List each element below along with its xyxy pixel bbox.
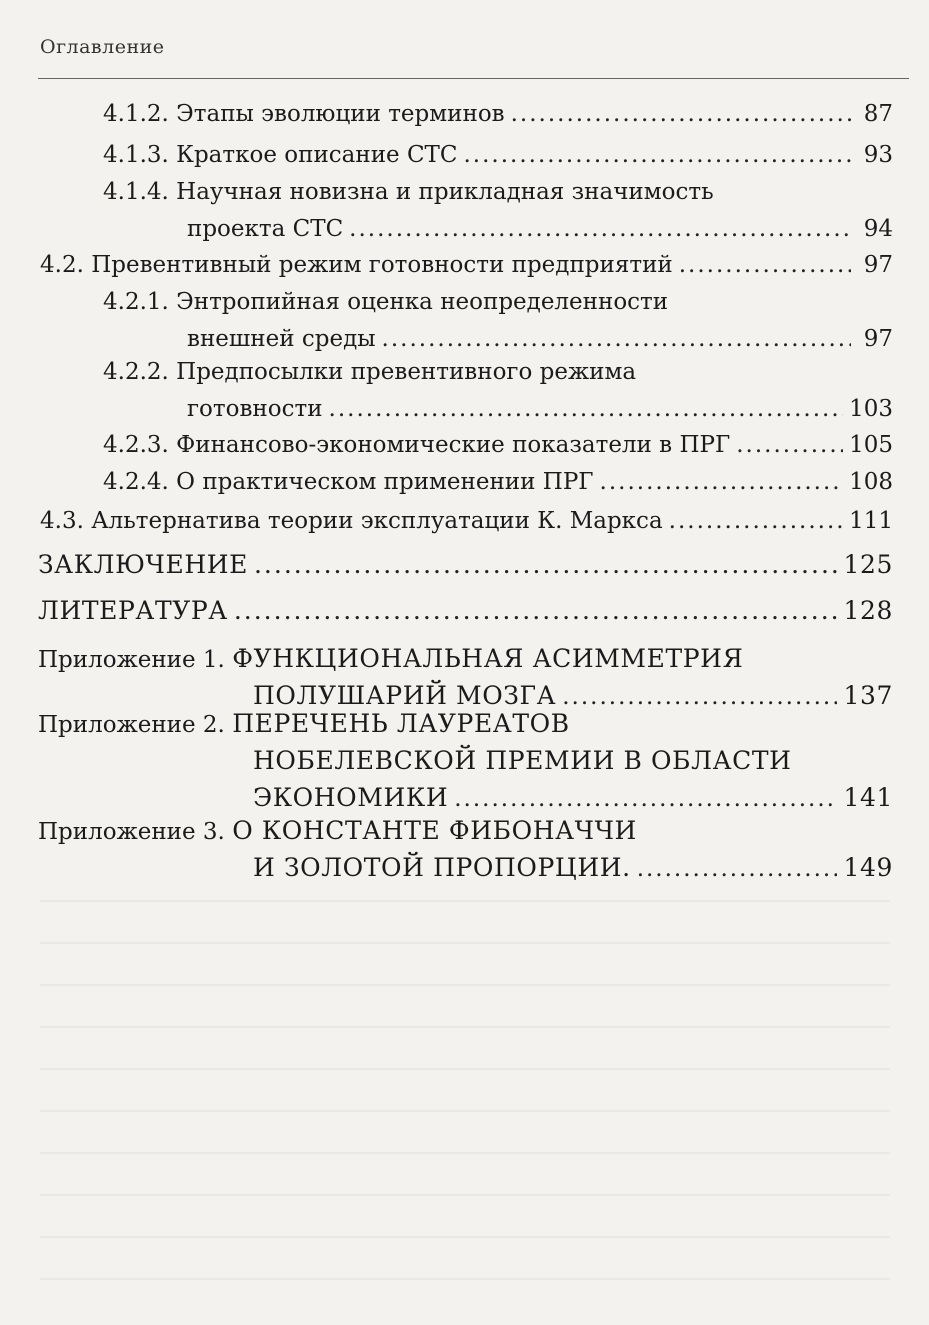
entry-page: 125 [843,550,893,579]
entry-page: 97 [863,252,893,278]
entry-title: ЛИТЕРАТУРА [38,596,228,625]
toc-entry[interactable] [103,284,893,358]
header-rule [38,78,909,79]
entry-page: 105 [849,432,893,458]
entry-title-continued: внешней среды [187,326,376,352]
toc-entry-appendix-1[interactable] [38,640,893,714]
entry-title: О КОНСТАНТЕ ФИБОНАЧЧИ [232,816,637,845]
toc-entry[interactable] [40,247,893,284]
entry-title: Краткое описание СТС [176,142,458,168]
entry-number: 4.2.1. [103,289,169,315]
leader-dots [511,96,851,133]
toc-entry[interactable] [103,354,893,428]
entry-page: 93 [863,142,893,168]
toc-entry[interactable] [103,96,893,133]
entry-title: Финансово-экономические показатели в ПРГ [176,432,731,458]
entry-page: 94 [863,216,893,242]
toc-entry-appendix-3[interactable] [38,812,893,886]
entry-page: 103 [849,396,893,422]
entry-number: 4.1.4. [103,179,169,205]
leader-dots [637,851,838,888]
leader-dots [736,427,843,464]
toc-entry[interactable] [103,427,893,464]
entry-page: 108 [849,469,893,495]
leader-dots [234,592,838,629]
entry-title: ПЕРЕЧЕНЬ ЛАУРЕАТОВ [232,709,570,738]
leader-dots [669,503,843,540]
entry-title: Альтернатива теории эксплуатации К. Маркса [91,508,663,534]
entry-title: Этапы эволюции терминов [176,101,505,127]
entry-title: Энтропийная оценка неопределенности [176,289,669,315]
entry-title-continued: ЭКОНОМИКИ [253,783,449,812]
entry-title: ФУНКЦИОНАЛЬНАЯ АСИММЕТРИЯ [232,644,744,673]
entry-number: 4.2.4. [103,469,169,495]
leader-dots [349,211,851,248]
leader-dots [679,247,851,284]
entry-number: 4.1.2. [103,101,169,127]
entry-page: 149 [843,853,893,882]
entry-number: 4.2.2. [103,359,169,385]
toc-entry[interactable] [103,137,893,174]
entry-number: 4.1.3. [103,142,169,168]
entry-number: 4.3. [40,508,84,534]
entry-number: 4.2.3. [103,432,169,458]
appendix-label: Приложение 3. [38,819,225,845]
leader-dots [463,137,851,174]
entry-title-continued: готовности [187,396,323,422]
running-header: Оглавление [40,36,165,58]
entry-title: О практическом применении ПРГ [176,469,594,495]
leader-dots [254,546,837,583]
toc-entry[interactable] [103,174,893,248]
entry-page: 111 [849,508,893,534]
appendix-label: Приложение 2. [38,712,225,738]
entry-number: 4.2. [40,252,84,278]
entry-page: 137 [843,681,893,710]
leader-dots [382,321,851,358]
entry-title: ЗАКЛЮЧЕНИЕ [38,550,248,579]
entry-page: 97 [863,326,893,352]
entry-title-continued: НОБЕЛЕВСКОЙ ПРЕМИИ В ОБЛАСТИ [253,746,792,775]
toc-entry[interactable] [40,503,893,540]
entry-title: Предпосылки превентивного режима [176,359,637,385]
toc-entry-conclusion[interactable] [38,546,893,583]
entry-title-continued: И ЗОЛОТОЙ ПРОПОРЦИИ. [253,853,631,882]
entry-title-continued: ПОЛУШАРИЙ МОЗГА [253,681,557,710]
entry-page: 87 [863,101,893,127]
entry-page: 141 [843,783,893,812]
leader-dots [600,464,844,501]
toc-entry-literature[interactable] [38,592,893,629]
entry-title: Превентивный режим готовности предприятий [91,252,673,278]
toc-entry[interactable] [103,464,893,501]
leader-dots [329,391,844,428]
entry-title: Научная новизна и прикладная значимость [176,179,714,205]
entry-page: 128 [843,596,893,625]
toc-entry-appendix-2[interactable] [38,705,893,816]
entry-title-continued: проекта СТС [187,216,344,242]
appendix-label: Приложение 1. [38,647,225,673]
